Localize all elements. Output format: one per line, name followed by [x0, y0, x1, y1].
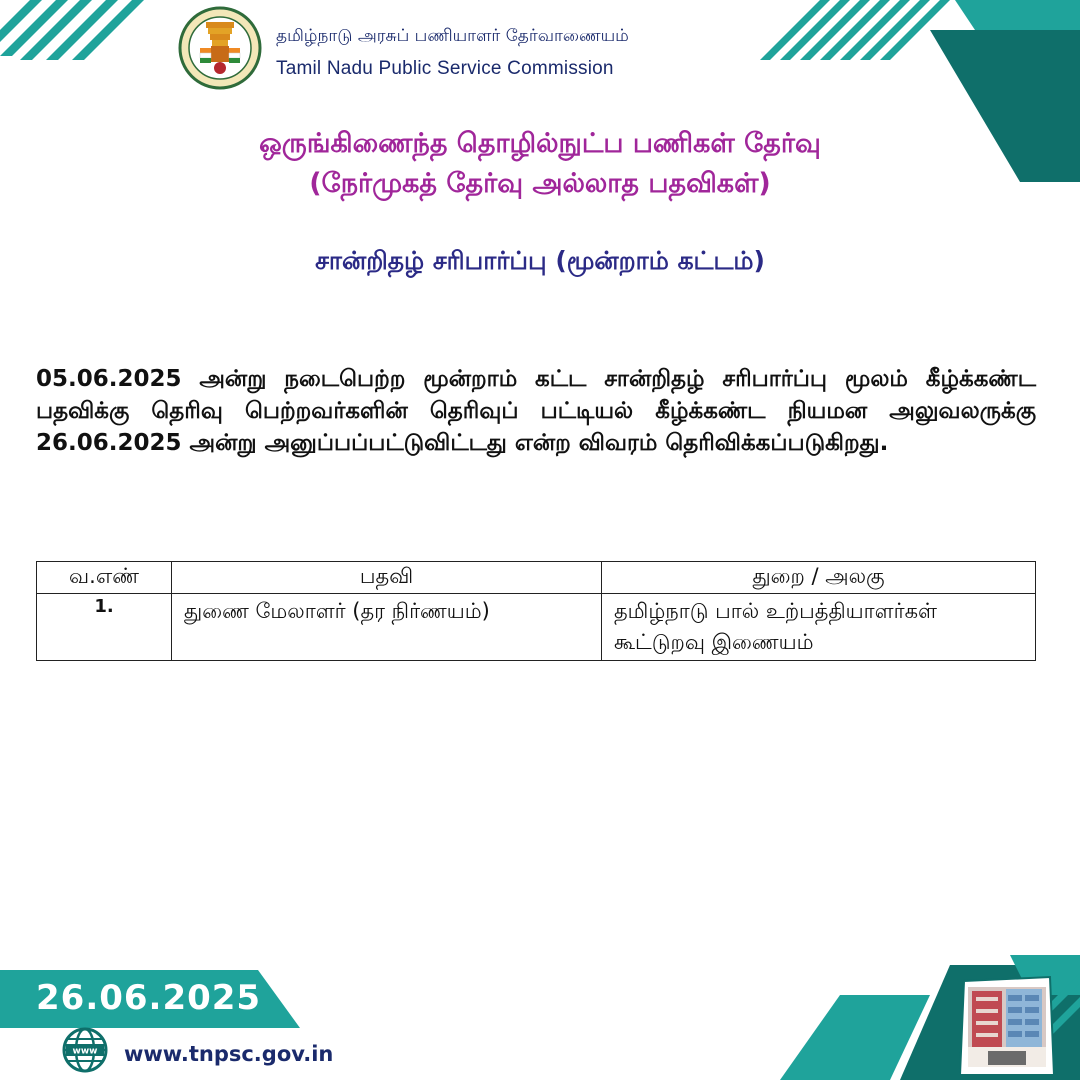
organisation-name-tamil: தமிழ்நாடு அரசுப் பணியாளர் தேர்வாணையம் [276, 26, 629, 46]
table-row [37, 594, 1036, 661]
publish-date: 26.06.2025 [36, 978, 262, 1018]
notice-subtitle: சான்றிதழ் சரிபார்ப்பு (மூன்றாம் கட்டம்) [315, 246, 765, 275]
organisation-name [276, 16, 629, 80]
cell-department: தமிழ்நாடு பால் உற்பத்தியாளர்கள் கூட்டுறவு இணையம் [602, 594, 1036, 661]
header-serial-number: வ.எண் [37, 562, 172, 594]
svg-text:www: www [72, 1046, 98, 1057]
website-link[interactable]: www.tnpsc.gov.in [124, 1042, 334, 1066]
cell-serial-number: 1. [37, 594, 172, 661]
table-header-row [37, 562, 1036, 594]
organisation-name-english: Tamil Nadu Public Service Commission [276, 58, 614, 79]
header-department: துறை / அலகு [602, 562, 1036, 594]
top-left-stripes-decoration [0, 0, 150, 70]
header-post: பதவி [172, 562, 602, 594]
tamil-nadu-emblem-icon [178, 6, 262, 90]
header [178, 6, 629, 90]
selection-table [36, 561, 1036, 661]
cell-post: துணை மேலாளர் (தர நிர்ணயம்) [172, 594, 602, 661]
exam-title-line-2: (நேர்முகத் தேர்வு அல்லாத பதவிகள்) [309, 168, 771, 199]
exam-title-line-1: ஒருங்கிணைந்த தொழில்நுட்ப பணிகள் தேர்வு [259, 128, 821, 159]
globe-icon [62, 1027, 108, 1073]
notice-paragraph: 05.06.2025 அன்று நடைபெற்ற மூன்றாம் கட்ட சான்றிதழ் சரிபார்ப்பு மூலம் கீழ்க்கண்ட பதவிக்கு தெரிவு பெற்றவர்களின் தெரிவுப் பட்டியல் கீழ்க்கண்ட நியமன அலுவலருக்கு 26.06.2025 அன்று அனுப்பப்பட்டுவிட்டது என்ற விவரம் தெரிவிக்கப்படுகிறது. [36, 366, 1036, 456]
office-building-image [958, 975, 1056, 1075]
